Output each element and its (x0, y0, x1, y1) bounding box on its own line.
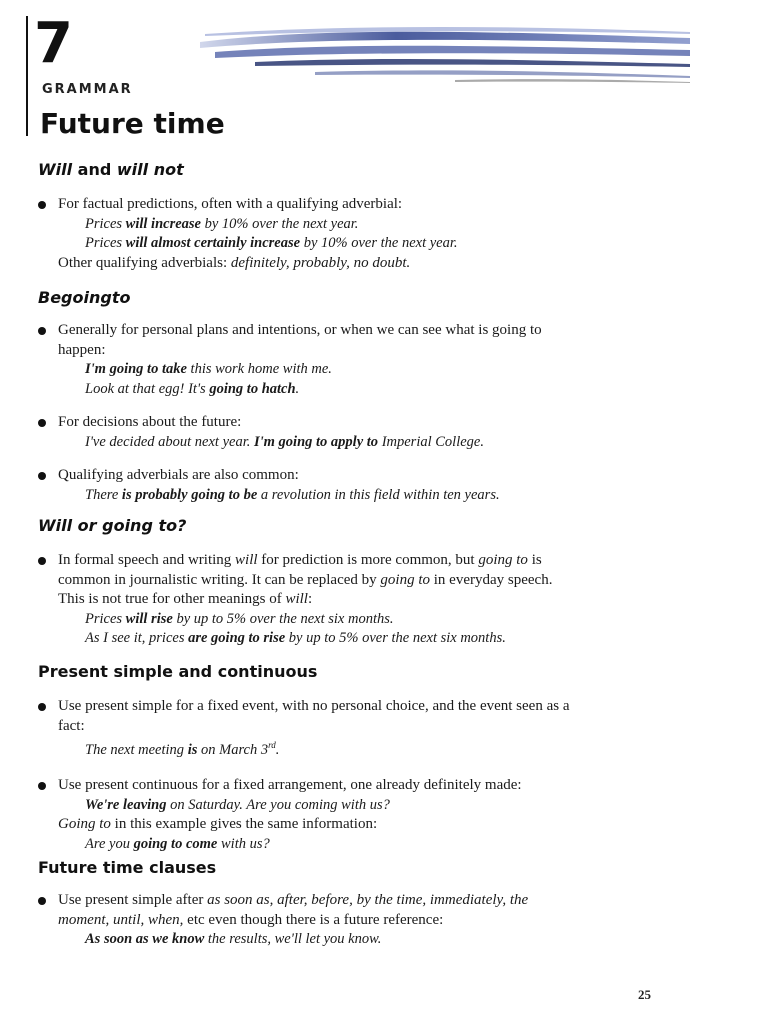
example: There is probably going to be a revolution in this field within ten years. (85, 486, 500, 503)
section-will (38, 160, 658, 273)
section-future-time-clauses (38, 858, 658, 950)
bullet-icon (38, 782, 46, 790)
note: Going to in this example gives the same information: (58, 816, 378, 833)
decorative-banner (195, 20, 695, 90)
example: We're leaving on Saturday. Are you coming with us? (85, 796, 390, 813)
bullet-icon (38, 419, 46, 427)
example: Are you going to come with us? (85, 835, 270, 852)
bullet-item: In formal speech and writing will for prediction is more common, but going to is common in journalistic writing. It can be replaced by going to in everyday speech. This is not true for other meanings of will: (38, 551, 658, 610)
section-heading: Will or going to? (38, 516, 187, 535)
page-number: 25 (638, 987, 651, 1002)
example: As I see it, prices are going to rise by up to 5% over the next six months. (85, 630, 506, 646)
bullet-item: Generally for personal plans and intentions, or when we can see what is going to happen: (38, 321, 658, 360)
bullet-item (38, 195, 658, 215)
section-label: GRAMMAR (42, 82, 133, 97)
example: I'm going to take this work home with me. (85, 361, 332, 377)
section-heading: Present simple and continuous (38, 662, 318, 681)
bullet-icon (38, 897, 46, 905)
section-heading: Future time clauses (38, 858, 217, 877)
bullet-item: Qualifying adverbials are also common: (38, 466, 658, 486)
example: The next meeting is on March 3rd. (85, 740, 280, 758)
bullet-item: For decisions about the future: (38, 413, 658, 433)
section-heading (38, 160, 658, 179)
bullet-icon (38, 201, 46, 209)
section-be-going-to (38, 288, 658, 505)
example: Prices will almost certainly increase by 10% over the next year. (85, 235, 458, 251)
example: As soon as we know the results, we'll let you know. (85, 931, 382, 947)
bullet-item: Use present simple for a fixed event, with no personal choice, and the event seen as a fact: (38, 697, 658, 736)
unit-number: 7 (34, 11, 73, 76)
margin-rule (26, 16, 28, 136)
heading-part: will not (116, 160, 184, 179)
note: Other qualifying adverbials: definitely, probably, no doubt. (58, 254, 411, 271)
example: Prices will increase by 10% over the next year. (85, 215, 359, 232)
bullet-item: Use present simple after as soon as, after, before, by the time, immediately, the moment, until, when, etc even though there is a future reference: (38, 891, 658, 930)
example: Prices will rise by up to 5% over the next six months. (85, 610, 394, 627)
page-title: Future time (40, 107, 225, 140)
section-will-or-going-to (38, 516, 658, 649)
heading-part: Begoingto (38, 288, 131, 307)
heading-part: Will (38, 160, 73, 179)
bullet-icon (38, 327, 46, 335)
bullet-item: Use present continuous for a fixed arrangement, one already definitely made: (38, 776, 658, 796)
bullet-icon (38, 557, 46, 565)
bullet-icon (38, 703, 46, 711)
section-present-simple-continuous (38, 662, 658, 854)
bullet-icon (38, 472, 46, 480)
example: Look at that egg! It's going to hatch. (85, 380, 300, 397)
section-heading (38, 288, 658, 307)
example: I've decided about next year. I'm going to apply to Imperial College. (85, 433, 484, 450)
heading-part: and (72, 160, 117, 179)
bullet-text: For factual predictions, often with a qualifying adverbial: (58, 196, 403, 212)
